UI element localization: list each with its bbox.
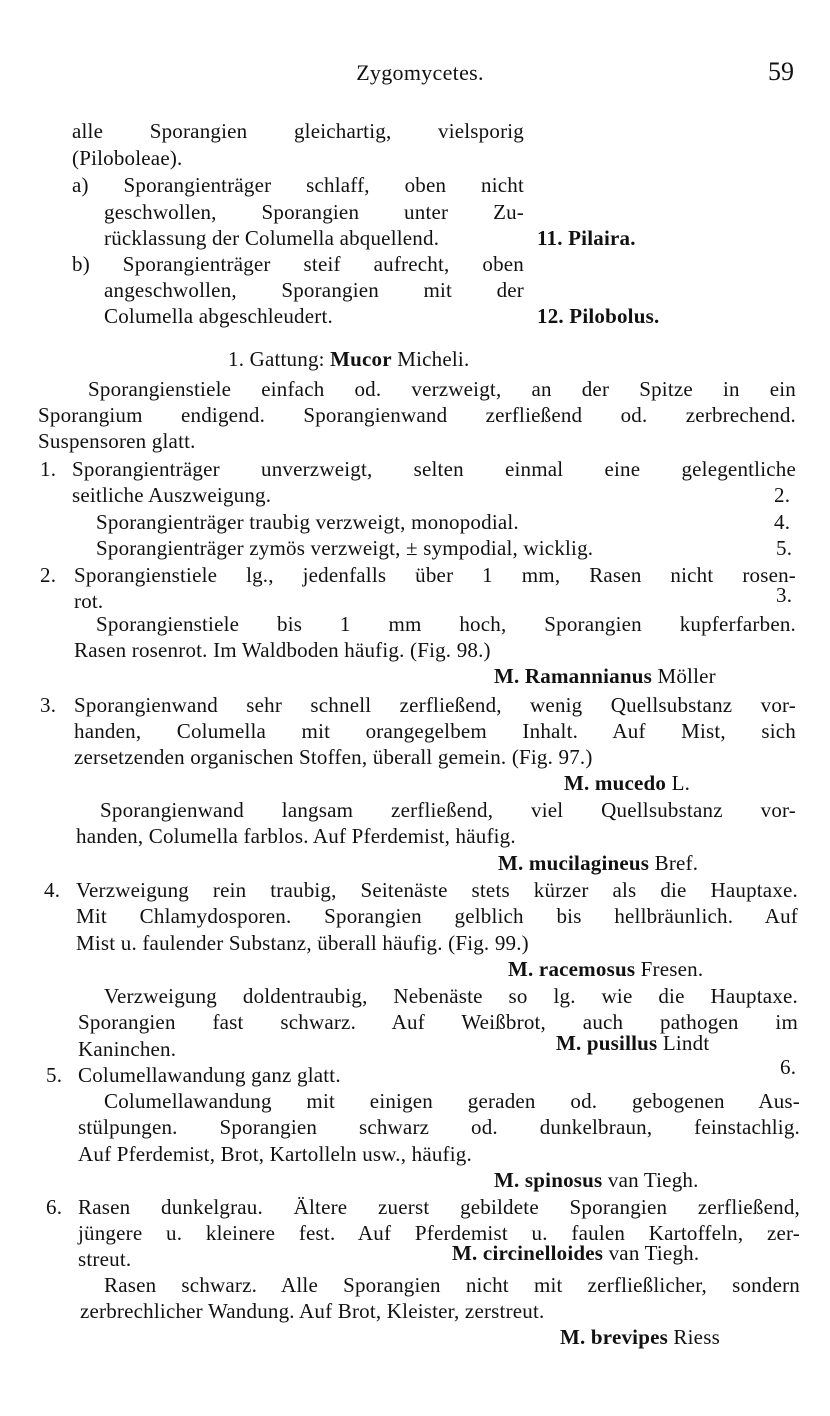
couplet-line: Auf Pferdemist, Brot, Kartolleln usw., häufig. [78, 1142, 472, 1166]
species-entry [564, 770, 690, 796]
species-name: M. circinelloides [452, 1241, 604, 1265]
running-title: Zygomycetes. [356, 60, 484, 85]
couplet-number: 6. [46, 1195, 63, 1219]
species-name: M. mucilagineus [498, 851, 650, 875]
species-entry [560, 1324, 720, 1350]
species-entry [508, 956, 703, 982]
couplet-line: rot. [74, 589, 104, 613]
couplet-line: Mist u. faulender Substanz, überall häufig. (Fig. 99.) [76, 931, 529, 955]
couplet-line: seitliche Auszweigung. [72, 483, 272, 507]
couplet-line: handen, Columella mit orangegelbem Inhalt. Auf Mist, sich [74, 719, 796, 743]
couplet-number: 5. [46, 1063, 63, 1087]
species-name: M. Ramannianus [494, 664, 653, 688]
couplet-line: Sporangienträger traubig verzweigt, monopodial. [96, 510, 519, 534]
species-name: M. spinosus [494, 1168, 603, 1192]
genus-prefix: 1. Gattung: [228, 347, 331, 371]
species-author: Lindt [657, 1031, 710, 1055]
key-a-line: geschwollen, Sporangien unter Zu- [104, 200, 524, 224]
couplet-line: Mit Chlamydosporen. Sporangien gelblich bis hellbräunlich. Auf [76, 904, 798, 928]
key-a-reference: 11. Pilaira. [537, 226, 636, 250]
description-line: Sporangium endigend. Sporangienwand zerfließend od. zerbrechend. [38, 403, 796, 427]
species-author: Bref. [649, 851, 699, 875]
couplet-line: Sporangienwand sehr schnell zerfließend, wenig Quellsubstanz vor- [74, 693, 796, 717]
couplet-reference: 5. [776, 536, 793, 560]
species-entry [494, 1167, 699, 1193]
couplet-line: Verzweigung rein traubig, Seitenäste stets kürzer als die Hauptaxe. [76, 878, 798, 902]
couplet-line: Rasen schwarz. Alle Sporangien nicht mit zerfließlicher, sondern [104, 1273, 800, 1297]
couplet-line: streut. [78, 1247, 132, 1271]
key-intro-line: (Piloboleae). [72, 146, 183, 170]
species-author: L. [666, 771, 691, 795]
couplet-line: Rasen dunkelgrau. Ältere zuerst gebildete Sporangien zerfließend, [78, 1195, 800, 1219]
couplet-number: 1. [40, 457, 57, 481]
couplet-line: Columellawandung mit einigen geraden od. gebogenen Aus- [104, 1089, 800, 1113]
genus-name: Mucor [330, 347, 392, 371]
species-author: Möller [652, 664, 716, 688]
species-author: Riess [667, 1325, 720, 1349]
key-a-line: rücklassung der Columella abquellend. [104, 226, 440, 250]
couplet-line: Columellawandung ganz glatt. [78, 1063, 341, 1087]
species-name: M. pusillus [556, 1031, 658, 1055]
couplet-number: 4. [44, 878, 61, 902]
couplet-line: zerbrechlicher Wandung. Auf Brot, Kleister, zerstreut. [80, 1299, 545, 1323]
couplet-number: 2. [40, 563, 57, 587]
couplet-line: Rasen rosenrot. Im Waldboden häufig. (Fig. 98.) [74, 638, 491, 662]
species-entry [494, 663, 716, 689]
key-b-reference: 12. Pilobolus. [537, 304, 660, 328]
couplet-reference: 6. [780, 1055, 797, 1079]
couplet-line: Sporangienträger unverzweigt, selten einmal eine gelegentliche [72, 457, 796, 481]
genus-author: Micheli. [391, 347, 470, 371]
species-entry [452, 1240, 699, 1266]
couplet-reference: 2. [774, 483, 791, 507]
couplet-line: Sporangienträger zymös verzweigt, ± sympodial, wicklig. [96, 536, 594, 560]
couplet-line: Sporangienwand langsam zerfließend, viel Quellsubstanz vor- [100, 798, 796, 822]
species-author: van Tiegh. [603, 1241, 700, 1265]
couplet-line: zersetzenden organischen Stoffen, überall gemein. (Fig. 97.) [74, 745, 593, 769]
genus-heading [228, 346, 469, 372]
key-a-line: a) Sporangienträger schlaff, oben nicht [72, 173, 524, 197]
species-entry [498, 850, 698, 876]
couplet-line: Sporangien fast schwarz. Auf Weißbrot, auch pathogen im [78, 1010, 798, 1034]
description-line: Suspensoren glatt. [38, 429, 196, 453]
species-entry [556, 1030, 709, 1056]
couplet-number: 3. [40, 693, 57, 717]
couplet-line: jüngere u. kleinere fest. Auf Pferdemist u. faulen Kartoffeln, zer- [78, 1221, 800, 1245]
couplet-reference: 3. [776, 583, 793, 607]
page-header [40, 57, 800, 94]
couplet-line: Verzweigung doldentraubig, Nebenäste so lg. wie die Hauptaxe. [104, 984, 798, 1008]
species-name: M. mucedo [564, 771, 667, 795]
key-b-line: angeschwollen, Sporangien mit der [104, 278, 524, 302]
species-name: M. brevipes [560, 1325, 668, 1349]
species-author: van Tiegh. [602, 1168, 699, 1192]
species-name: M. racemosus [508, 957, 636, 981]
couplet-line: Sporangienstiele lg., jedenfalls über 1 mm, Rasen nicht rosen- [74, 563, 796, 587]
page-number: 59 [768, 57, 794, 86]
couplet-line: Kaninchen. [78, 1037, 177, 1061]
key-b-line: Columella abgeschleudert. [104, 304, 333, 328]
couplet-line: stülpungen. Sporangien schwarz od. dunkelbraun, feinstachlig. [78, 1115, 800, 1139]
description-line: Sporangienstiele einfach od. verzweigt, an der Spitze in ein [88, 377, 796, 401]
couplet-reference: 4. [774, 510, 791, 534]
key-intro-line: alle Sporangien gleichartig, vielsporig [72, 119, 524, 143]
key-b-line: b) Sporangienträger steif aufrecht, oben [72, 252, 524, 276]
couplet-line: handen, Columella farblos. Auf Pferdemist, häufig. [76, 824, 516, 848]
species-author: Fresen. [635, 957, 704, 981]
couplet-line: Sporangienstiele bis 1 mm hoch, Sporangien kupferfarben. [96, 612, 796, 636]
